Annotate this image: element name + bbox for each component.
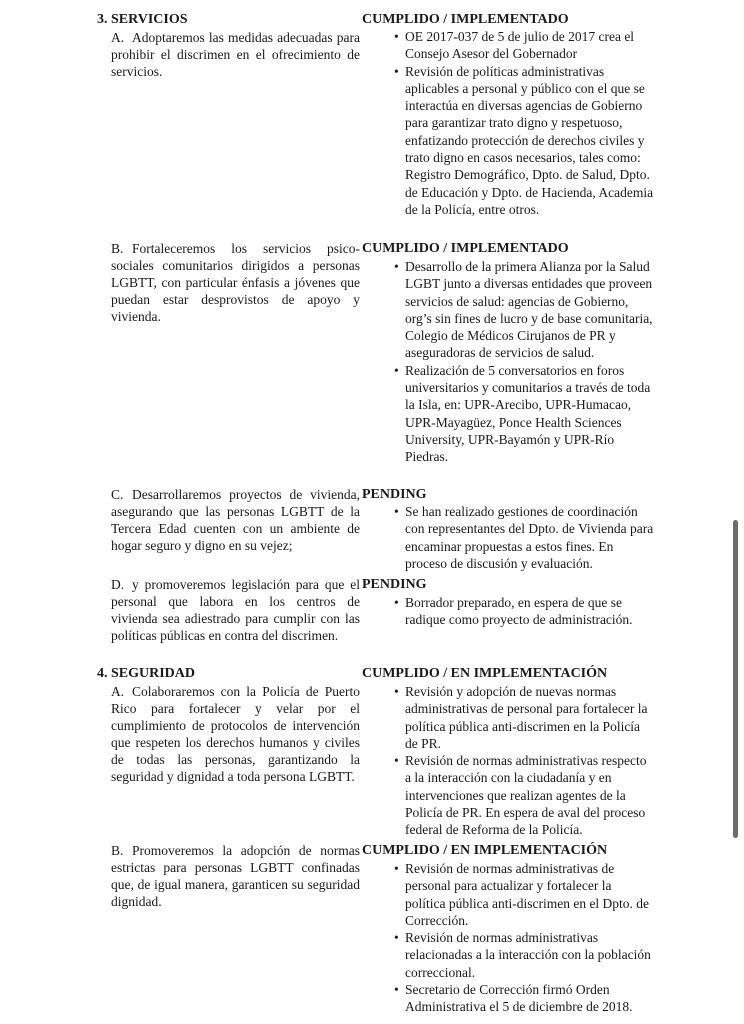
item-letter: B. <box>111 241 124 256</box>
bullet-item: • Secretario de Corrección firmó Orden Administrativa el 5 de diciembre de 2018. <box>384 981 654 1016</box>
section-title-seguridad: 4. SEGURIDAD <box>97 666 196 681</box>
item-text: Promoveremos la adopción de normas estrictas para personas LGBTT confinadas que, de igual manera, garanticen su seguridad dignidad. <box>111 843 360 910</box>
status-3a: CUMPLIDO / IMPLEMENTADO <box>362 12 569 27</box>
item-3b <box>111 240 360 325</box>
status-3b: CUMPLIDO / IMPLEMENTADO <box>362 241 569 256</box>
item-text: Desarrollaremos proyectos de vivienda, asegurando que las personas LGBTT de la Tercera Edad cuenten con un ambiente de hogar seguro y digno en su vejez; <box>111 487 360 554</box>
item-letter: C. <box>111 487 124 502</box>
bullet-item: • Borrador preparado, en espera de que se radique como proyecto de administración. <box>384 594 654 629</box>
section-title-servicios: 3. SERVICIOS <box>97 12 188 27</box>
bullets-3c <box>384 503 654 572</box>
item-letter: A. <box>111 30 125 45</box>
item-letter: A. <box>111 684 125 699</box>
vertical-scrollbar-thumb[interactable] <box>733 520 738 838</box>
status-4b: CUMPLIDO / EN IMPLEMENTACIÓN <box>362 843 608 858</box>
status-3d: PENDING <box>362 577 427 592</box>
bullet-item: • Desarrollo de la primera Alianza por la Salud LGBT junto a diversas entidades que proveen servicios de salud: agencias de Gobierno, org’s sin fines de lucro y de base comunitaria, Colegio de Médicos Cirujanos de PR y aseguradoras de servicios de salud. <box>384 258 654 362</box>
item-4a <box>111 683 360 786</box>
bullet-item: • OE 2017-037 de 5 de julio de 2017 crea el Consejo Asesor del Gobernador <box>384 28 654 63</box>
bullets-3b <box>384 258 654 466</box>
bullet-item: • Revisión de políticas administrativas aplicables a personal y público con el que se interactúa en diversas agencias de Gobierno para garantizar trato digno y respetuoso, enfatizando protección de derechos civiles y trato digno en casos necesarios, tales como: Registro Demográfico, Dpto. de Salud, Dpto. de Educación y Dpto. de Hacienda, Academia de la Policía, entre otros. <box>384 63 654 219</box>
status-4: CUMPLIDO / EN IMPLEMENTACIÓN <box>362 666 608 681</box>
item-text: Adoptaremos las medidas adecuadas para prohibir el discrimen en el ofrecimiento de servicios. <box>111 30 360 80</box>
item-text: y promoveremos legislación para que el personal que labora en los centros de vivienda sea adiestrado para cumplir con las políticas públicas en contra del discrimen. <box>111 577 360 644</box>
bullet-item: • Revisión y adopción de nuevas normas administrativas de personal para fortalecer la política pública anti-discrimen en la Policía de PR. <box>384 683 654 752</box>
bullets-4b <box>384 860 654 1016</box>
bullet-item: • Revisión de normas administrativas relacionadas a la interacción con la población correccional. <box>384 929 654 981</box>
item-3c <box>111 486 360 554</box>
item-3d <box>111 576 360 644</box>
bullet-item: • Revisión de normas administrativas respecto a la interacción con la ciudadanía y en intervenciones que realizan agentes de la Policía de PR. En espera de aval del proceso federal de Reforma de la Policía. <box>384 752 654 838</box>
status-3c: PENDING <box>362 487 427 502</box>
bullet-item: • Se han realizado gestiones de coordinación con representantes del Dpto. de Vivienda para encaminar propuestas a estos fines. En proceso de discusión y evaluación. <box>384 503 654 572</box>
bullet-item: • Revisión de normas administrativas de personal para actualizar y fortalecer la política pública anti-discrimen en el Dpto. de Corrección. <box>384 860 654 929</box>
item-3a <box>111 29 360 80</box>
bullets-3d <box>384 594 654 629</box>
bullet-item: • Realización de 5 conversatorios en foros universitarios y comunitarios a través de toda la Isla, en: UPR-Arecibo, UPR-Humacao, UPR-Mayagüez, Ponce Health Sciences University, UPR-Bayamón y UPR-Río Piedras. <box>384 362 654 466</box>
bullets-3a <box>384 28 654 218</box>
item-text: Fortaleceremos los servicios psico-sociales comunitarios dirigidos a personas LGBTT, con particular énfasis a jóvenes que puedan estar desprovistos de apoyo y vivienda. <box>111 241 360 325</box>
item-4b <box>111 842 360 910</box>
item-text: Colaboraremos con la Policía de Puerto Rico para fortalecer y velar por el cumplimiento de protocolos de intervención que respeten los derechos humanos y civiles de todas las personas, garantizando la seguridad y dignidad a toda persona LGBTT. <box>111 684 360 785</box>
bullets-4a <box>384 683 654 839</box>
item-letter: B. <box>111 843 124 858</box>
item-letter: D. <box>111 577 125 592</box>
